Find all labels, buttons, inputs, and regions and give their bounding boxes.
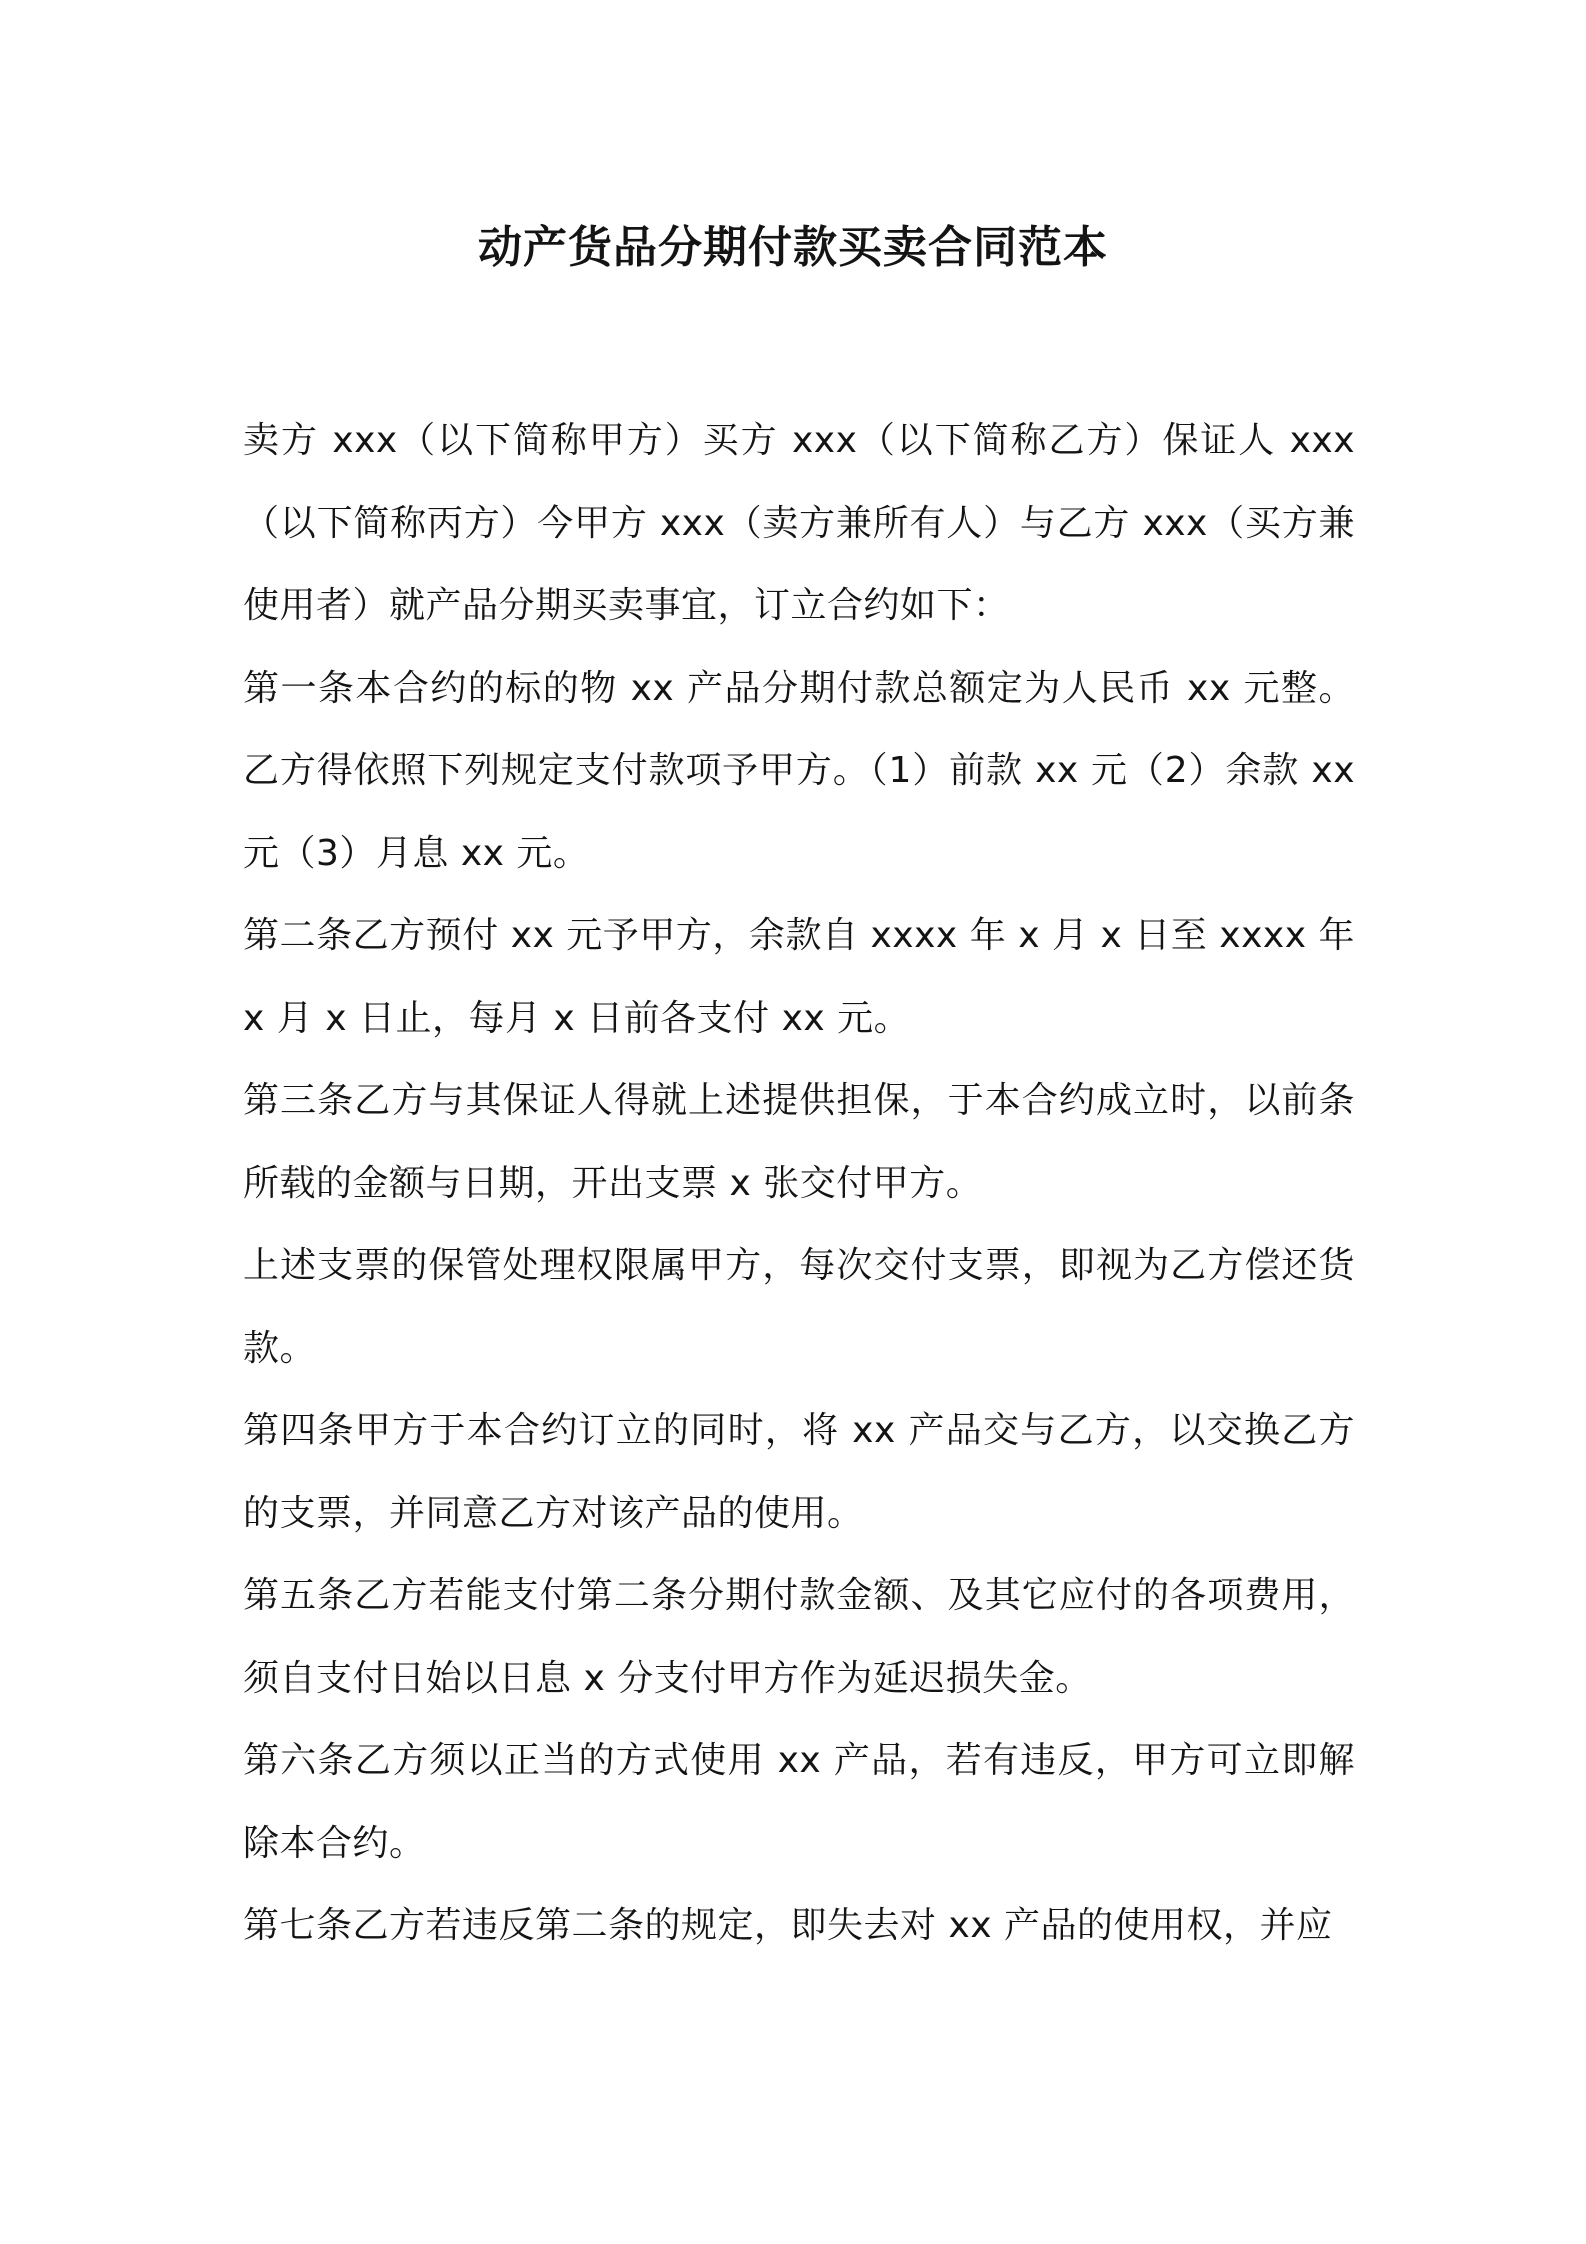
article-3-paragraph: 第三条乙方与其保证人得就上述提供担保，于本合约成立时，以前条所载的金额与日期，开出支票 x 张交付甲方。 <box>243 1080 1355 1204</box>
preamble-paragraph: 卖方 xxx（以下简称甲方）买方 xxx（以下简称乙方）保证人 xxx（以下简称丙方）今甲方 xxx（卖方兼所有人）与乙方 xxx（买方兼使用者）就产品分期买卖事宜，订立合约如下： <box>243 420 1355 626</box>
article-2-paragraph: 第二条乙方预付 xx 元予甲方，余款自 xxxx 年 x 月 x 日至 xxxx 年 x 月 x 日止，每月 x 日前各支付 xx 元。 <box>243 915 1355 1039</box>
document-body <box>243 400 1355 2000</box>
document-title: 动产货品分期付款买卖合同范本 <box>478 222 1108 273</box>
article-6-paragraph: 第六条乙方须以正当的方式使用 xx 产品，若有违反，甲方可立即解除本合约。 <box>243 1740 1355 1864</box>
check-custody-paragraph: 上述支票的保管处理权限属甲方，每次交付支票，即视为乙方偿还货款。 <box>243 1245 1355 1369</box>
article-1-paragraph: 第一条本合约的标的物 xx 产品分期付款总额定为人民币 xx 元整。乙方得依照下列规定支付款项予甲方。（1）前款 xx 元（2）余款 xx 元（3）月息 xx 元。 <box>243 667 1355 874</box>
article-5-paragraph: 第五条乙方若能支付第二条分期付款金额、及其它应付的各项费用，须自支付日始以日息 x 分支付甲方作为延迟损失金。 <box>243 1575 1355 1699</box>
article-7-paragraph: 第七条乙方若违反第二条的规定，即失去对 xx 产品的使用权，并应 <box>243 1905 1333 1946</box>
article-4-paragraph: 第四条甲方于本合约订立的同时，将 xx 产品交与乙方，以交换乙方的支票，并同意乙方对该产品的使用。 <box>243 1410 1355 1534</box>
